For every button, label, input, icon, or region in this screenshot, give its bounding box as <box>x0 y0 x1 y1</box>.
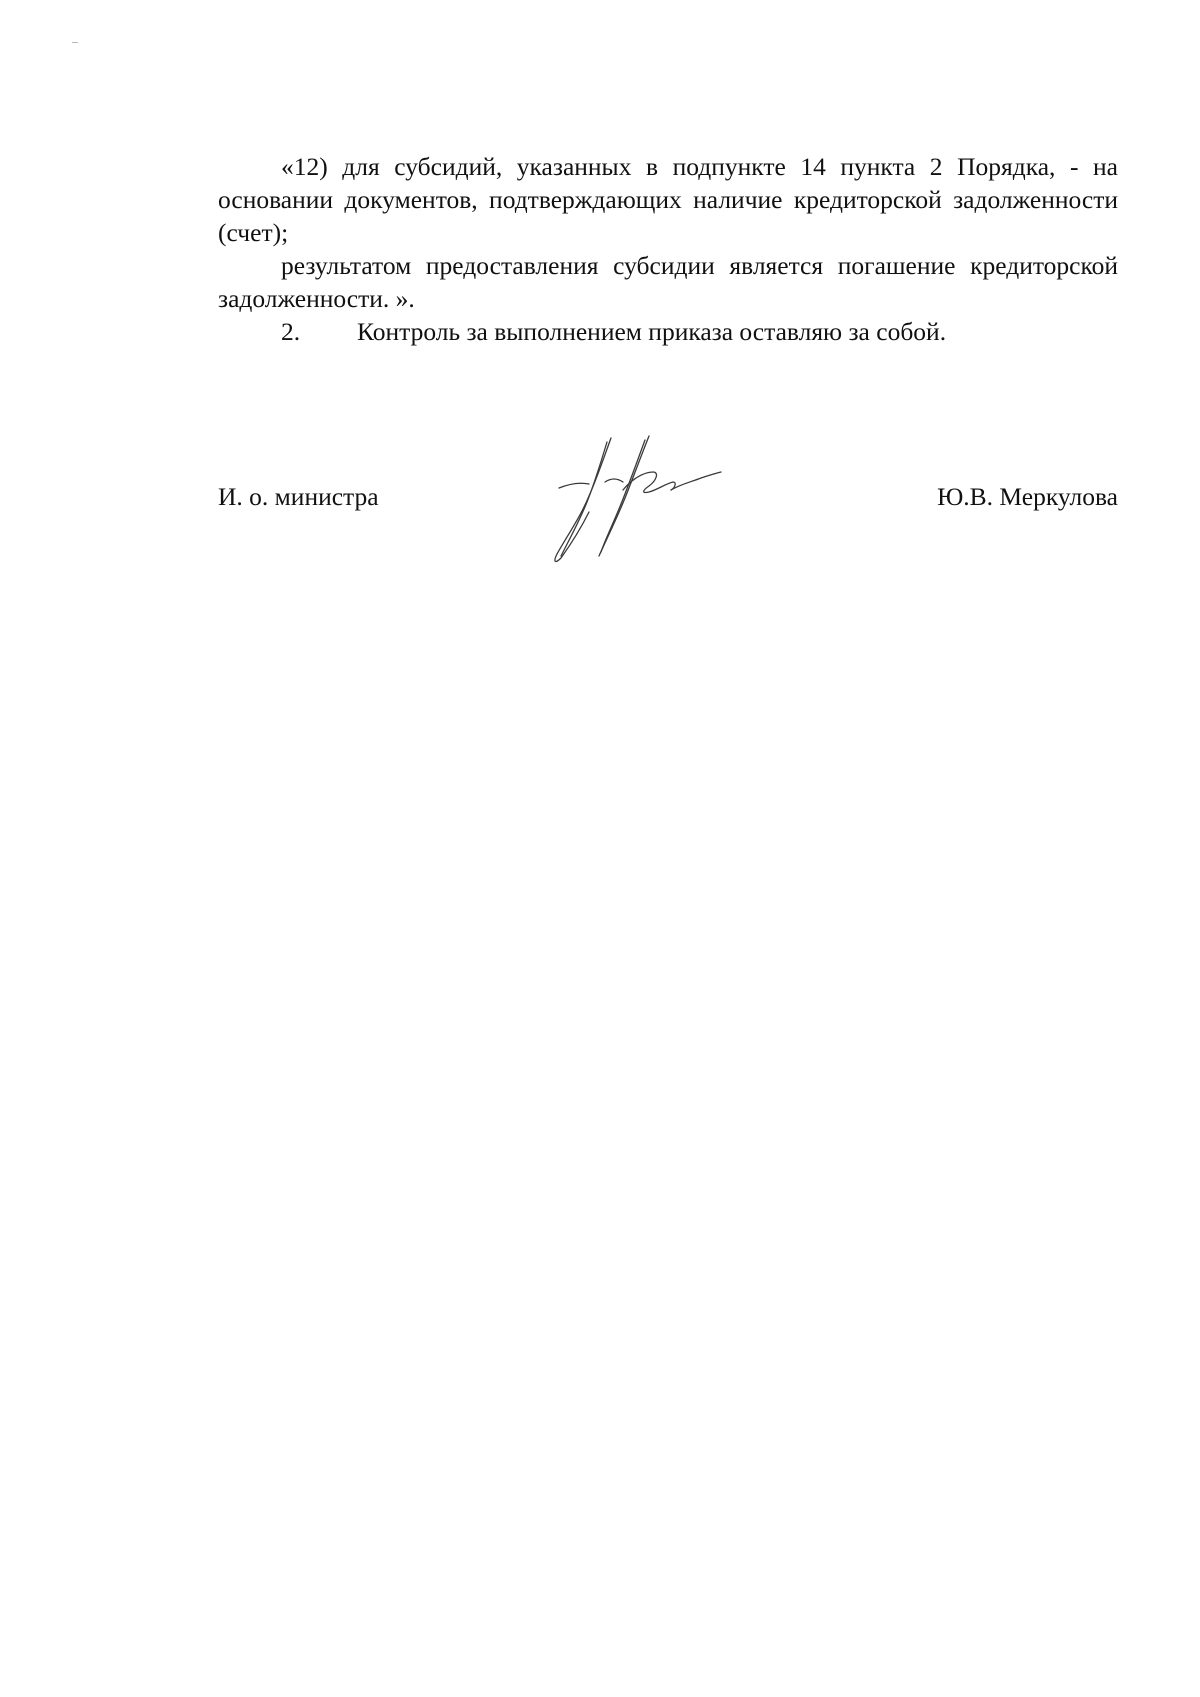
item-text: Контроль за выполнением приказа оставляю за собой. <box>357 317 947 346</box>
document-body <box>218 150 1118 348</box>
paragraph-subsidy-result: результатом предоставления субсидии является погашение кредиторской задолженности. ». <box>218 251 1118 313</box>
scan-speck <box>72 42 78 43</box>
numbered-item-2 <box>218 315 1118 348</box>
item-number: 2. <box>281 317 301 346</box>
signatory-title: И. о. министра <box>218 482 379 511</box>
paragraph-subsidy-12: «12) для субсидий, указанных в подпункте 14 пункта 2 Порядка, - на основании документов, подтверждающих наличие кредиторской задолженности (счет); <box>218 152 1118 247</box>
handwritten-signature <box>545 432 735 572</box>
signatory-name: Ю.В. Меркулова <box>937 482 1118 511</box>
